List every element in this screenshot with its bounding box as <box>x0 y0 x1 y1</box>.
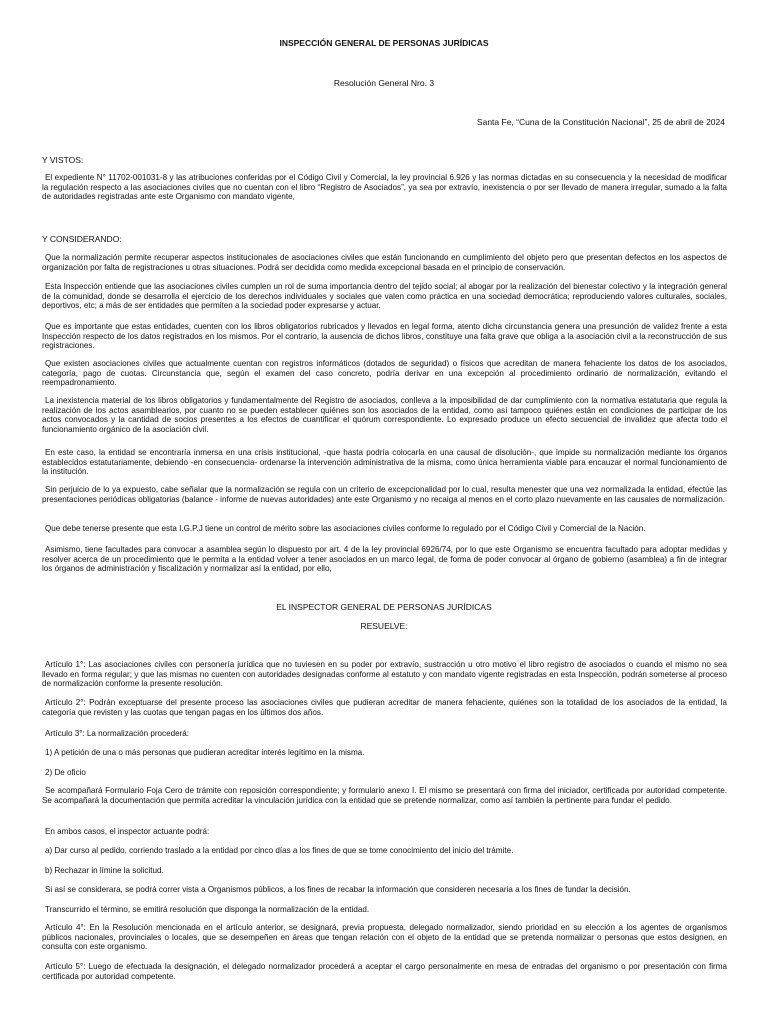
considerando-paragraph: La inexistencia material de los libros obligatorios y fundamentalmente del Registro de asociados, conlleva a la imposibilidad de dar cumplimiento con la normativa estatutaria que regula la realización de los actos asamblearios, por cuanto no se pueden establecer quiénes son los asociados de la entidad, como así tampoco quiénes están en condiciones de participar de los actos convocados y la cantidad de socios presentes a los efectos de cuantificar el quórum correspondiente. Lo expresado produce un efecto secuencial de invalidez que afecta todo el funcionamiento orgánico de la asociación civil. <box>42 396 727 434</box>
considerando-paragraph: Que la normalización permite recuperar aspectos institucionales de asociaciones civiles que están funcionando en cumplimiento del objeto pero que presentan defectos en los aspectos de organización por falta de registraciones u otras situaciones. Podrá ser decidida como medida excepcional basada en el principio de conservación. <box>42 253 727 272</box>
considerando-label: Y CONSIDERANDO: <box>42 234 122 244</box>
considerando-paragraph: Esta Inspección entiende que las asociaciones civiles cumplen un rol de suma importancia dentro del tejido social; al abogar por la realización del bienestar colectivo y la integración general de la comunidad, donde se desarrolla el ejercicio de los derechos individuales y sociales que valen como práctica en una sociedad democrática; reproduciendo valores culturales, sociales, deportivos, etc; a más de ser entidades que permiten a la sociedad poder expresarse y actuar. <box>42 282 727 310</box>
considerando-paragraph: Que debe tenerse presente que esta I.G.P.J tiene un control de mérito sobre las asociaciones civiles conforme lo regulado por el Código Civil y Comercial de la Nación. <box>45 524 646 533</box>
considerando-paragraph: Que es importante que estas entidades, cuenten con los libros obligatorios rubricados y llevados en legal forma, atento dicha circunstancia genera una presunción de validez frente a esta Inspección respecto de los datos registrados en los mismos. Por el contrario, la ausencia de dichos libros, constituye una falta grave que obliga a la asociación civil a la reconstrucción de sus registraciones. <box>42 322 727 350</box>
vistos-label: Y VISTOS: <box>42 155 84 165</box>
article-paragraph: Artículo 2°: Podrán exceptuarse del presente proceso las asociaciones civiles que pudieran acreditar de manera fehaciente, quiénes son la totalidad de los asociados de la entidad, la categoría que revisten y las cuotas que tengan pagas en los últimos dos años. <box>42 698 727 717</box>
considerando-paragraph: Que existen asociaciones civiles que actualmente cuentan con registros informáticos (dotados de seguridad) o físicos que acreditan de manera fehaciente los datos de los asociados, categoría, pago de cuotas. Circunstancia que, según el examen del caso concreto, podría derivar en una excepción al procedimiento ordinario de normalización, evitando el reempadronamiento. <box>42 359 727 387</box>
article-paragraph: Artículo 5°: Luego de efectuada la designación, el delegado normalizador procederá a aceptar el cargo personalmente en mesa de entradas del organismo o por presentación con firma certificada por autoridad competente. <box>42 962 727 981</box>
article-paragraph: En ambos casos, el inspector actuante podrá: <box>45 827 210 836</box>
considerando-paragraph: Sin perjuicio de lo ya expuesto, cabe señalar que la normalización se regula con un criterio de excepcionalidad por lo cual, resulta menester que una vez normalizada la entidad, efectúe las presentaciones periódicas obligatorias (balance - informe de nuevas autoridades) ante este Organismo y no recaiga al menos en el corto plazo nuevamente en las causales de normalización. <box>42 485 727 504</box>
place-and-date: Santa Fe, “Cuna de la Constitución Nacional”, 25 de abril de 2024 <box>476 117 725 127</box>
vistos-paragraph: El expediente N° 11702-001031-8 y las atribuciones conferidas por el Código Civil y Comercial, la ley provincial 6.926 y las normas dictadas en su consecuencia y la necesidad de modificar la regulación respecto a las asociaciones civiles que no cuentan con el libro “Registro de Asociados”, ya sea por extravío, inexistencia o por ser llevado de manera irregular, sumado a la falta de autoridades registradas ante este Organismo con mandato vigente, <box>42 173 727 201</box>
article-paragraph: Transcurrido el término, se emitirá resolución que disponga la normalización de la entidad. <box>45 905 370 914</box>
article-paragraph: a) Dar curso al pedido, corriendo traslado a la entidad por cinco días a los fines de que se tome conocimiento del inicio del trámite. <box>45 846 514 855</box>
considerando-paragraph: En este caso, la entidad se encontraría inmersa en una crisis institucional, -que hasta podría colocarla en una causal de disolución-, que impide su normalización mediante los órganos establecidos estatutariamente, debiendo -en consecuencia- ordenarse la intervención administrativa de la misma, como única herramienta viable para encauzar el normal funcionamiento de la institución. <box>42 448 727 476</box>
resolution-number: Resolución General Nro. 3 <box>333 78 435 88</box>
article-paragraph: Artículo 3°: La normalización procederá: <box>45 729 190 738</box>
article-paragraph: Si así se considerara, se podrá correr vista a Organismos públicos, a los fines de recabar la información que consideren necesaria a los fines de fundar la decisión. <box>45 885 631 894</box>
considerando-paragraph: Asimismo, tiene facultades para convocar a asamblea según lo dispuesto por art. 4 de la ley provincial 6926/74, por lo que este Organismo se encuentra facultado para adoptar medidas y resolver acerca de un procedimiento que le permita a la entidad volver a tener asociados en un marco legal, de forma de poder convocar al órgano de gobierno (asamblea) a fin de integrar los órganos de administración y fiscalización y normalizar así la entidad, por ello, <box>42 545 727 573</box>
resuelve-heading: RESUELVE: <box>360 621 408 631</box>
article-paragraph: Artículo 1°: Las asociaciones civiles con personería jurídica que no tuviesen en su poder por extravío, sustracción u otro motivo el libro registro de asociados o cuando el mismo no sea llevado en forma regular; y que las mismas no cuenten con autoridades designadas conforme al estatuto y con mandato vigente registradas en esta Inspección, podrán someterse al proceso de normalización conforme la presente resolución. <box>42 660 727 688</box>
article-paragraph: 2) De oficio <box>45 768 86 777</box>
article-paragraph: b) Rechazar in límine la solicitud. <box>45 866 164 875</box>
document-title: INSPECCIÓN GENERAL DE PERSONAS JURÍDICAS <box>279 38 489 48</box>
inspector-heading: EL INSPECTOR GENERAL DE PERSONAS JURÍDICAS <box>276 602 492 612</box>
article-paragraph: Se acompañará Formulario Foja Cero de trámite con reposición correspondiente; y formulario anexo I. El mismo se presentará con firma del iniciador, certificada por autoridad competente. Se acompañará la documentación que permita acreditar la vinculación jurídica con la entidad que se pretende normalizar, como así también la pertinente para fundar el pedido. <box>42 786 727 805</box>
article-paragraph: 1) A petición de una o más personas que pudieran acreditar interés legítimo en la misma. <box>45 748 365 757</box>
article-paragraph: Artículo 4°: En la Resolución mencionada en el artículo anterior, se designará, previa propuesta, delegado normalizador, siendo prioridad en su elección a los agentes de organismos públicos nacionales, provinciales o locales, que se desempeñen en áreas que tengan relación con el objeto de la entidad que se pretenda normalizar o personas que estos designen, en consulta con este organismo. <box>42 923 727 951</box>
